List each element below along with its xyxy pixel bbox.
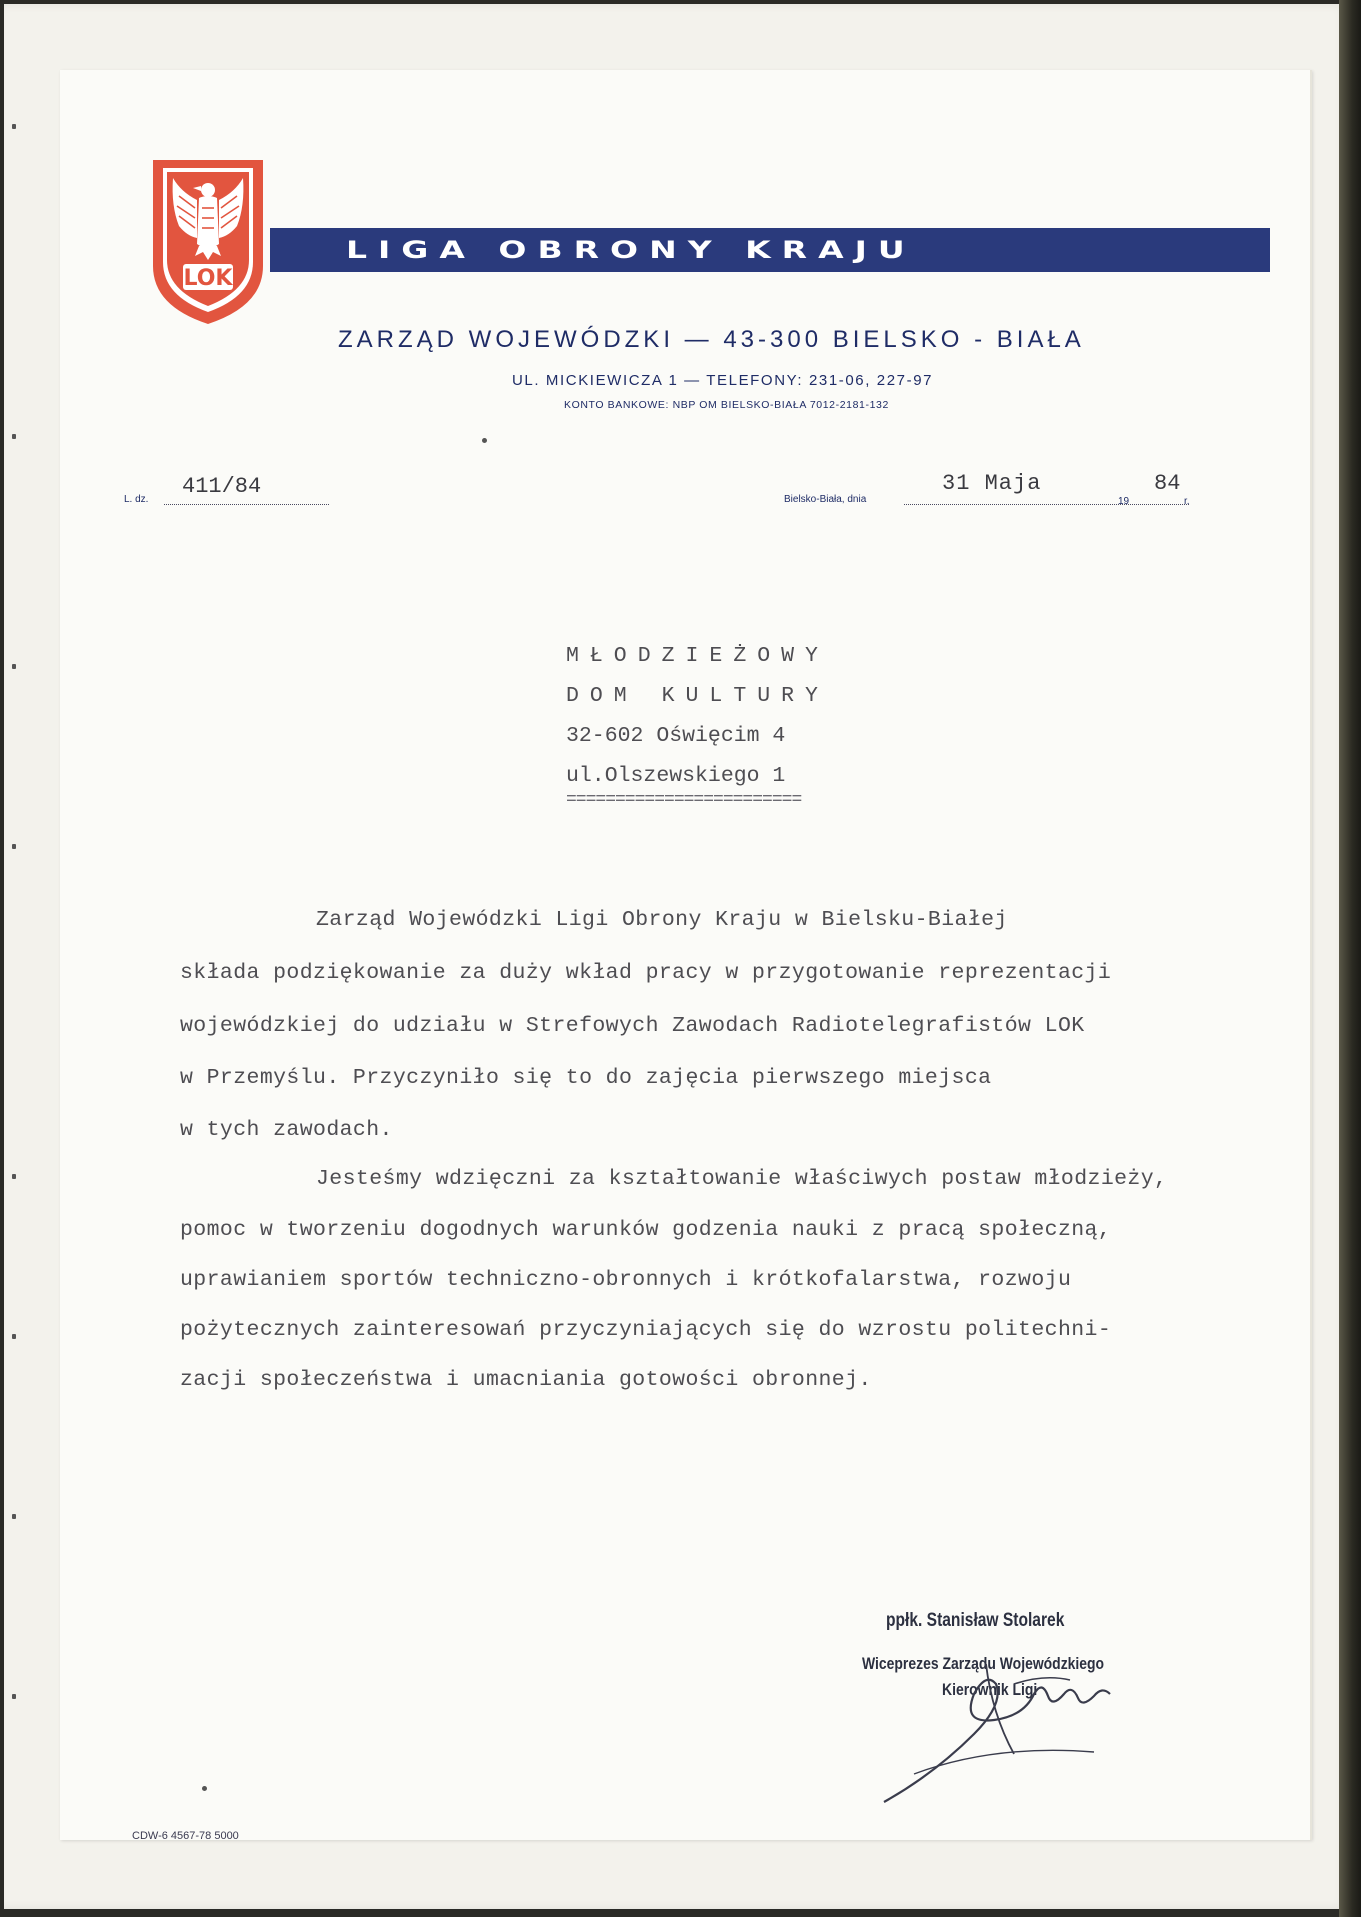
addressee-line-1: MŁODZIEŻOWY bbox=[566, 644, 829, 668]
letterhead-phone-line: UL. MICKIEWICZA 1 — TELEFONY: 231-06, 227-97 bbox=[512, 372, 934, 389]
letterhead-bank-line: KONTO BANKOWE: NBP OM BIELSKO-BIAŁA 7012-2181-132 bbox=[564, 399, 889, 411]
organization-name: LIGA OBRONY KRAJU bbox=[346, 235, 916, 264]
stamp-line-1: Wiceprezes Zarządu Wojewódzkiego bbox=[862, 1654, 1105, 1673]
body-line: składa podziękowanie za duży wkład pracy w przygotowanie reprezentacji bbox=[180, 961, 1112, 985]
date-century: 19 bbox=[1118, 496, 1130, 507]
stamp-line-3: ppłk. Stanisław Stolarek bbox=[886, 1610, 1065, 1631]
emblem-label: LOK bbox=[183, 266, 233, 291]
ink-speck bbox=[202, 1786, 207, 1791]
handwritten-signature-icon bbox=[874, 1624, 1154, 1804]
body-line: w tych zawodach. bbox=[180, 1118, 393, 1142]
body-line: Jesteśmy wdzięczni za kształtowanie właściwych postaw młodzieży, bbox=[316, 1167, 1168, 1191]
scanned-page bbox=[4, 4, 1349, 1909]
addressee-line-2: DOM KULTURY bbox=[566, 684, 829, 708]
addressee-underline: ======================== bbox=[566, 790, 802, 810]
body-line: pożytecznych zainteresowań przyczyniających się do wzrostu politechni- bbox=[180, 1318, 1112, 1342]
body-line: wojewódzkiej do udziału w Strefowych Zawodach Radiotelegrafistów LOK bbox=[180, 1014, 1085, 1038]
body-line: pomoc w tworzeniu dogodnych warunków godzenia nauki z pracą społeczną, bbox=[180, 1218, 1112, 1242]
ink-speck bbox=[482, 438, 487, 443]
reference-number: 411/84 bbox=[182, 474, 262, 499]
print-code: CDW-6 4567-78 5000 bbox=[132, 1830, 239, 1842]
date-day-month: 31 Maja bbox=[942, 471, 1042, 496]
date-place-label: Bielsko-Biała, dnia bbox=[784, 494, 867, 505]
binder-edge bbox=[1339, 0, 1361, 1917]
body-line: zacji społeczeństwa i umacniania gotowości obronnej. bbox=[180, 1368, 872, 1392]
body-line: Zarząd Wojewódzki Ligi Obrony Kraju w Bielsku-Białej bbox=[316, 908, 1008, 932]
date-suffix: r. bbox=[1184, 496, 1190, 507]
addressee-line-4: ul.Olszewskiego 1 bbox=[566, 764, 786, 788]
body-line: uprawianiem sportów techniczno-obronnych i krótkofalarstwa, rozwoju bbox=[180, 1268, 1072, 1292]
letterhead-address-line: ZARZĄD WOJEWÓDZKI — 43-300 BIELSKO - BIAŁA bbox=[338, 326, 1085, 353]
addressee-line-3: 32-602 Oświęcim 4 bbox=[566, 724, 786, 748]
reference-dotted-line bbox=[164, 504, 329, 505]
body-line: w Przemyślu. Przyczyniło się to do zajęcia pierwszego miejsca bbox=[180, 1066, 992, 1090]
lok-eagle-emblem-icon bbox=[149, 156, 267, 328]
date-dotted-line bbox=[904, 504, 1189, 505]
date-year: 84 bbox=[1154, 471, 1181, 496]
binding-holes bbox=[12, 4, 22, 1909]
reference-label: L. dz. bbox=[124, 494, 149, 505]
stamp-line-2: Kierownik Ligi bbox=[942, 1680, 1038, 1699]
